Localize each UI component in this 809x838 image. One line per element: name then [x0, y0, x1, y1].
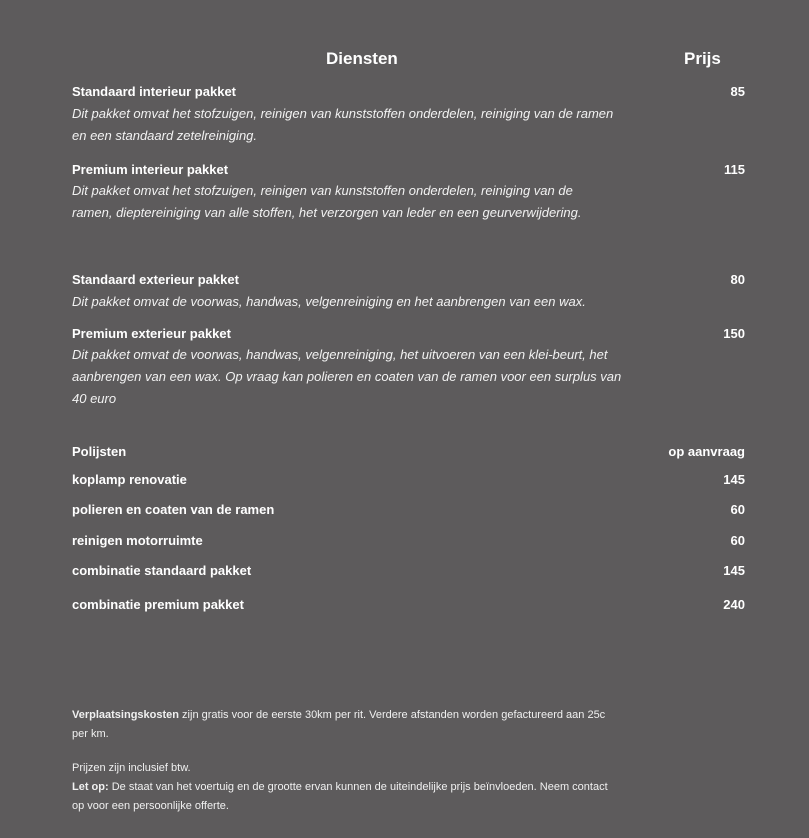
extra-price: 145: [723, 563, 745, 578]
package-title: Standaard interieur pakket: [72, 84, 236, 99]
extra-label: Polijsten: [72, 444, 127, 459]
extra-price: 60: [730, 533, 745, 548]
description-line: aanbrengen van een wax. Op vraag kan polieren en coaten van de ramen voor een surplus van: [72, 369, 622, 384]
package-title: Premium interieur pakket: [72, 162, 229, 177]
extra-label: combinatie standaard pakket: [72, 563, 252, 578]
extra-label: combinatie premium pakket: [72, 597, 244, 612]
package-price: 80: [730, 272, 745, 287]
package-description: [72, 180, 657, 224]
extra-label: reinigen motorruimte: [72, 533, 203, 548]
travel-costs-text: zijn gratis voor de eerste 30km per rit. Verdere afstanden worden gefactureerd aan 25c: [179, 709, 606, 721]
extra-label: polieren en coaten van de ramen: [72, 502, 275, 517]
disclaimer-note: [72, 759, 672, 816]
package-description: [72, 291, 657, 313]
package-title: Standaard exterieur pakket: [72, 272, 239, 287]
description-line: 40 euro: [72, 391, 117, 406]
description-line: Dit pakket omvat het stofzuigen, reinigen van kunststoffen onderdelen, reiniging van de: [72, 183, 573, 198]
travel-costs-note: [72, 706, 672, 744]
package-price: 85: [730, 84, 745, 99]
extra-price: 60: [730, 502, 745, 517]
vat-note: Prijzen zijn inclusief btw.: [72, 762, 191, 774]
extra-price: 240: [723, 597, 745, 612]
description-line: Dit pakket omvat de voorwas, handwas, velgenreiniging en het aanbrengen van een wax.: [72, 294, 586, 309]
description-line: en een standaard zetelreiniging.: [72, 128, 258, 143]
description-line: Dit pakket omvat het stofzuigen, reinigen van kunststoffen onderdelen, reiniging van de ramen: [72, 106, 614, 121]
note-label: Let op:: [72, 781, 109, 793]
extra-price: 145: [723, 472, 745, 487]
package-description: [72, 103, 657, 147]
description-line: ramen, dieptereiniging van alle stoffen, het verzorgen van leder en een geurverwijdering.: [72, 205, 582, 220]
extra-label: koplamp renovatie: [72, 472, 187, 487]
package-price: 115: [724, 162, 745, 177]
package-price: 150: [723, 326, 745, 341]
travel-costs-text: per km.: [72, 728, 109, 740]
package-title: Premium exterieur pakket: [72, 326, 231, 341]
extra-price: op aanvraag: [668, 444, 745, 459]
description-line: Dit pakket omvat de voorwas, handwas, velgenreiniging, het uitvoeren van een klei-beurt, het: [72, 347, 608, 362]
price-heading: Prijs: [684, 49, 721, 68]
travel-costs-label: Verplaatsingskosten: [72, 709, 179, 721]
note-text: De staat van het voertuig en de grootte ervan kunnen de uiteindelijke prijs beïnvloeden. Neem contact: [108, 781, 608, 793]
note-text: op voor een persoonlijke offerte.: [72, 800, 229, 812]
services-heading: Diensten: [326, 49, 398, 68]
package-description: [72, 344, 657, 410]
